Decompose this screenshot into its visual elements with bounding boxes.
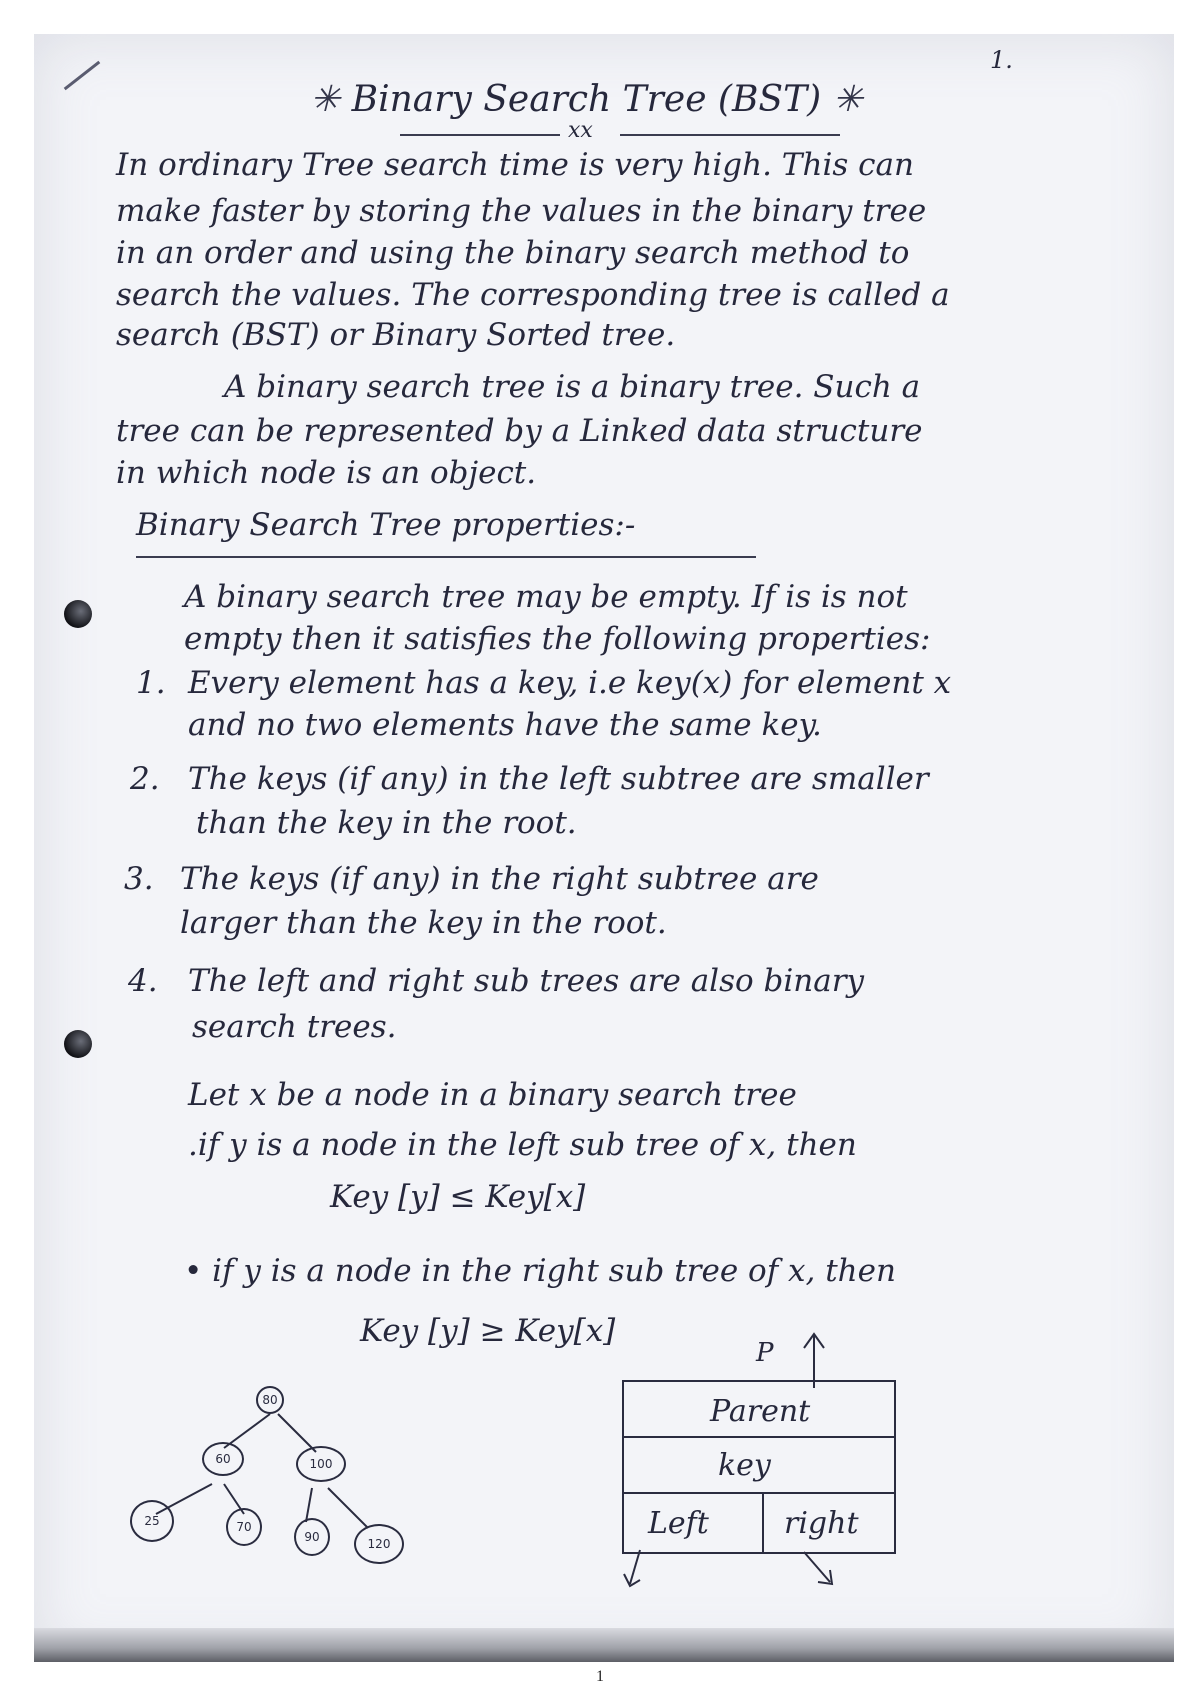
intro-line: make faster by storing the values in the binary tree: [116, 193, 927, 229]
struct-key-label: key: [718, 1448, 771, 1483]
page-title: Binary Search Tree (BST): [351, 79, 822, 120]
intro-line: in an order and using the binary search method to: [116, 235, 910, 271]
title-underline-right: [620, 134, 840, 136]
page-bottom-edge: [34, 1628, 1174, 1662]
pointer-label: P: [756, 1338, 774, 1368]
intro-line: search the values. The corresponding tree is called a: [116, 277, 950, 313]
tree-node: 60: [202, 1442, 244, 1476]
property-line: The keys (if any) in the right subtree are: [180, 861, 819, 897]
properties-intro-line: A binary search tree may be empty. If is is not: [184, 579, 908, 615]
property-line: Every element has a key, i.e key(x) for element x: [188, 665, 952, 701]
hole-punch-mark: [64, 1030, 92, 1058]
title-star-left-icon: ✳: [310, 79, 341, 120]
struct-left-label: Left: [648, 1506, 709, 1541]
property-line: than the key in the root.: [196, 805, 577, 841]
right-pointer-arrow-icon: [800, 1548, 840, 1592]
tree-node: 80: [256, 1386, 284, 1414]
struct-right-label: right: [784, 1506, 859, 1541]
title-underline-mark: xx: [568, 118, 593, 143]
tree-edge: [328, 1488, 368, 1528]
node-structure-box: [622, 1380, 896, 1554]
tree-node: 90: [294, 1518, 330, 1556]
relation-line: • if y is a node in the right sub tree of x, then: [184, 1253, 896, 1289]
property-number: 1.: [136, 665, 166, 701]
property-line: The left and right sub trees are also binary: [188, 963, 865, 999]
intro-line: In ordinary Tree search time is very high. This can: [116, 147, 914, 183]
page-corner-number: 1.: [990, 46, 1013, 74]
tree-edge: [306, 1488, 312, 1522]
relation-formula: Key [y] ≥ Key[x]: [360, 1313, 616, 1349]
property-number: 4.: [128, 963, 158, 999]
property-line: The keys (if any) in the left subtree are smaller: [188, 761, 929, 797]
para2-line: tree can be represented by a Linked data structure: [116, 413, 923, 449]
properties-heading: Binary Search Tree properties:-: [136, 507, 636, 543]
tree-node: 25: [130, 1500, 174, 1542]
hole-punch-mark: [64, 600, 92, 628]
tree-node: 120: [354, 1524, 404, 1564]
page-title-row: [310, 79, 863, 120]
tree-edge: [278, 1414, 316, 1452]
property-line: and no two elements have the same key.: [188, 707, 822, 743]
tree-node: 70: [226, 1508, 262, 1546]
para2-line: in which node is an object.: [116, 455, 537, 491]
property-number: 3.: [124, 861, 154, 897]
relation-line: .if y is a node in the left sub tree of x, then: [188, 1127, 857, 1163]
title-underline-left: [400, 134, 560, 136]
property-line: larger than the key in the root.: [180, 905, 667, 941]
para2-line: A binary search tree is a binary tree. Such a: [224, 369, 921, 405]
property-number: 2.: [130, 761, 160, 797]
relation-formula: Key [y] ≤ Key[x]: [330, 1179, 586, 1215]
relation-line: Let x be a node in a binary search tree: [188, 1077, 797, 1113]
title-star-right-icon: ✳: [832, 79, 863, 120]
properties-intro-line: empty then it satisfies the following properties:: [184, 621, 931, 657]
property-line: search trees.: [192, 1009, 397, 1045]
intro-line: search (BST) or Binary Sorted tree.: [116, 317, 676, 353]
tree-node: 100: [296, 1446, 346, 1482]
properties-heading-underline: [136, 556, 756, 558]
left-pointer-arrow-icon: [620, 1548, 660, 1592]
struct-divider: [762, 1494, 764, 1552]
page-footer-number: 1: [596, 1668, 604, 1685]
struct-parent-label: Parent: [710, 1394, 811, 1429]
